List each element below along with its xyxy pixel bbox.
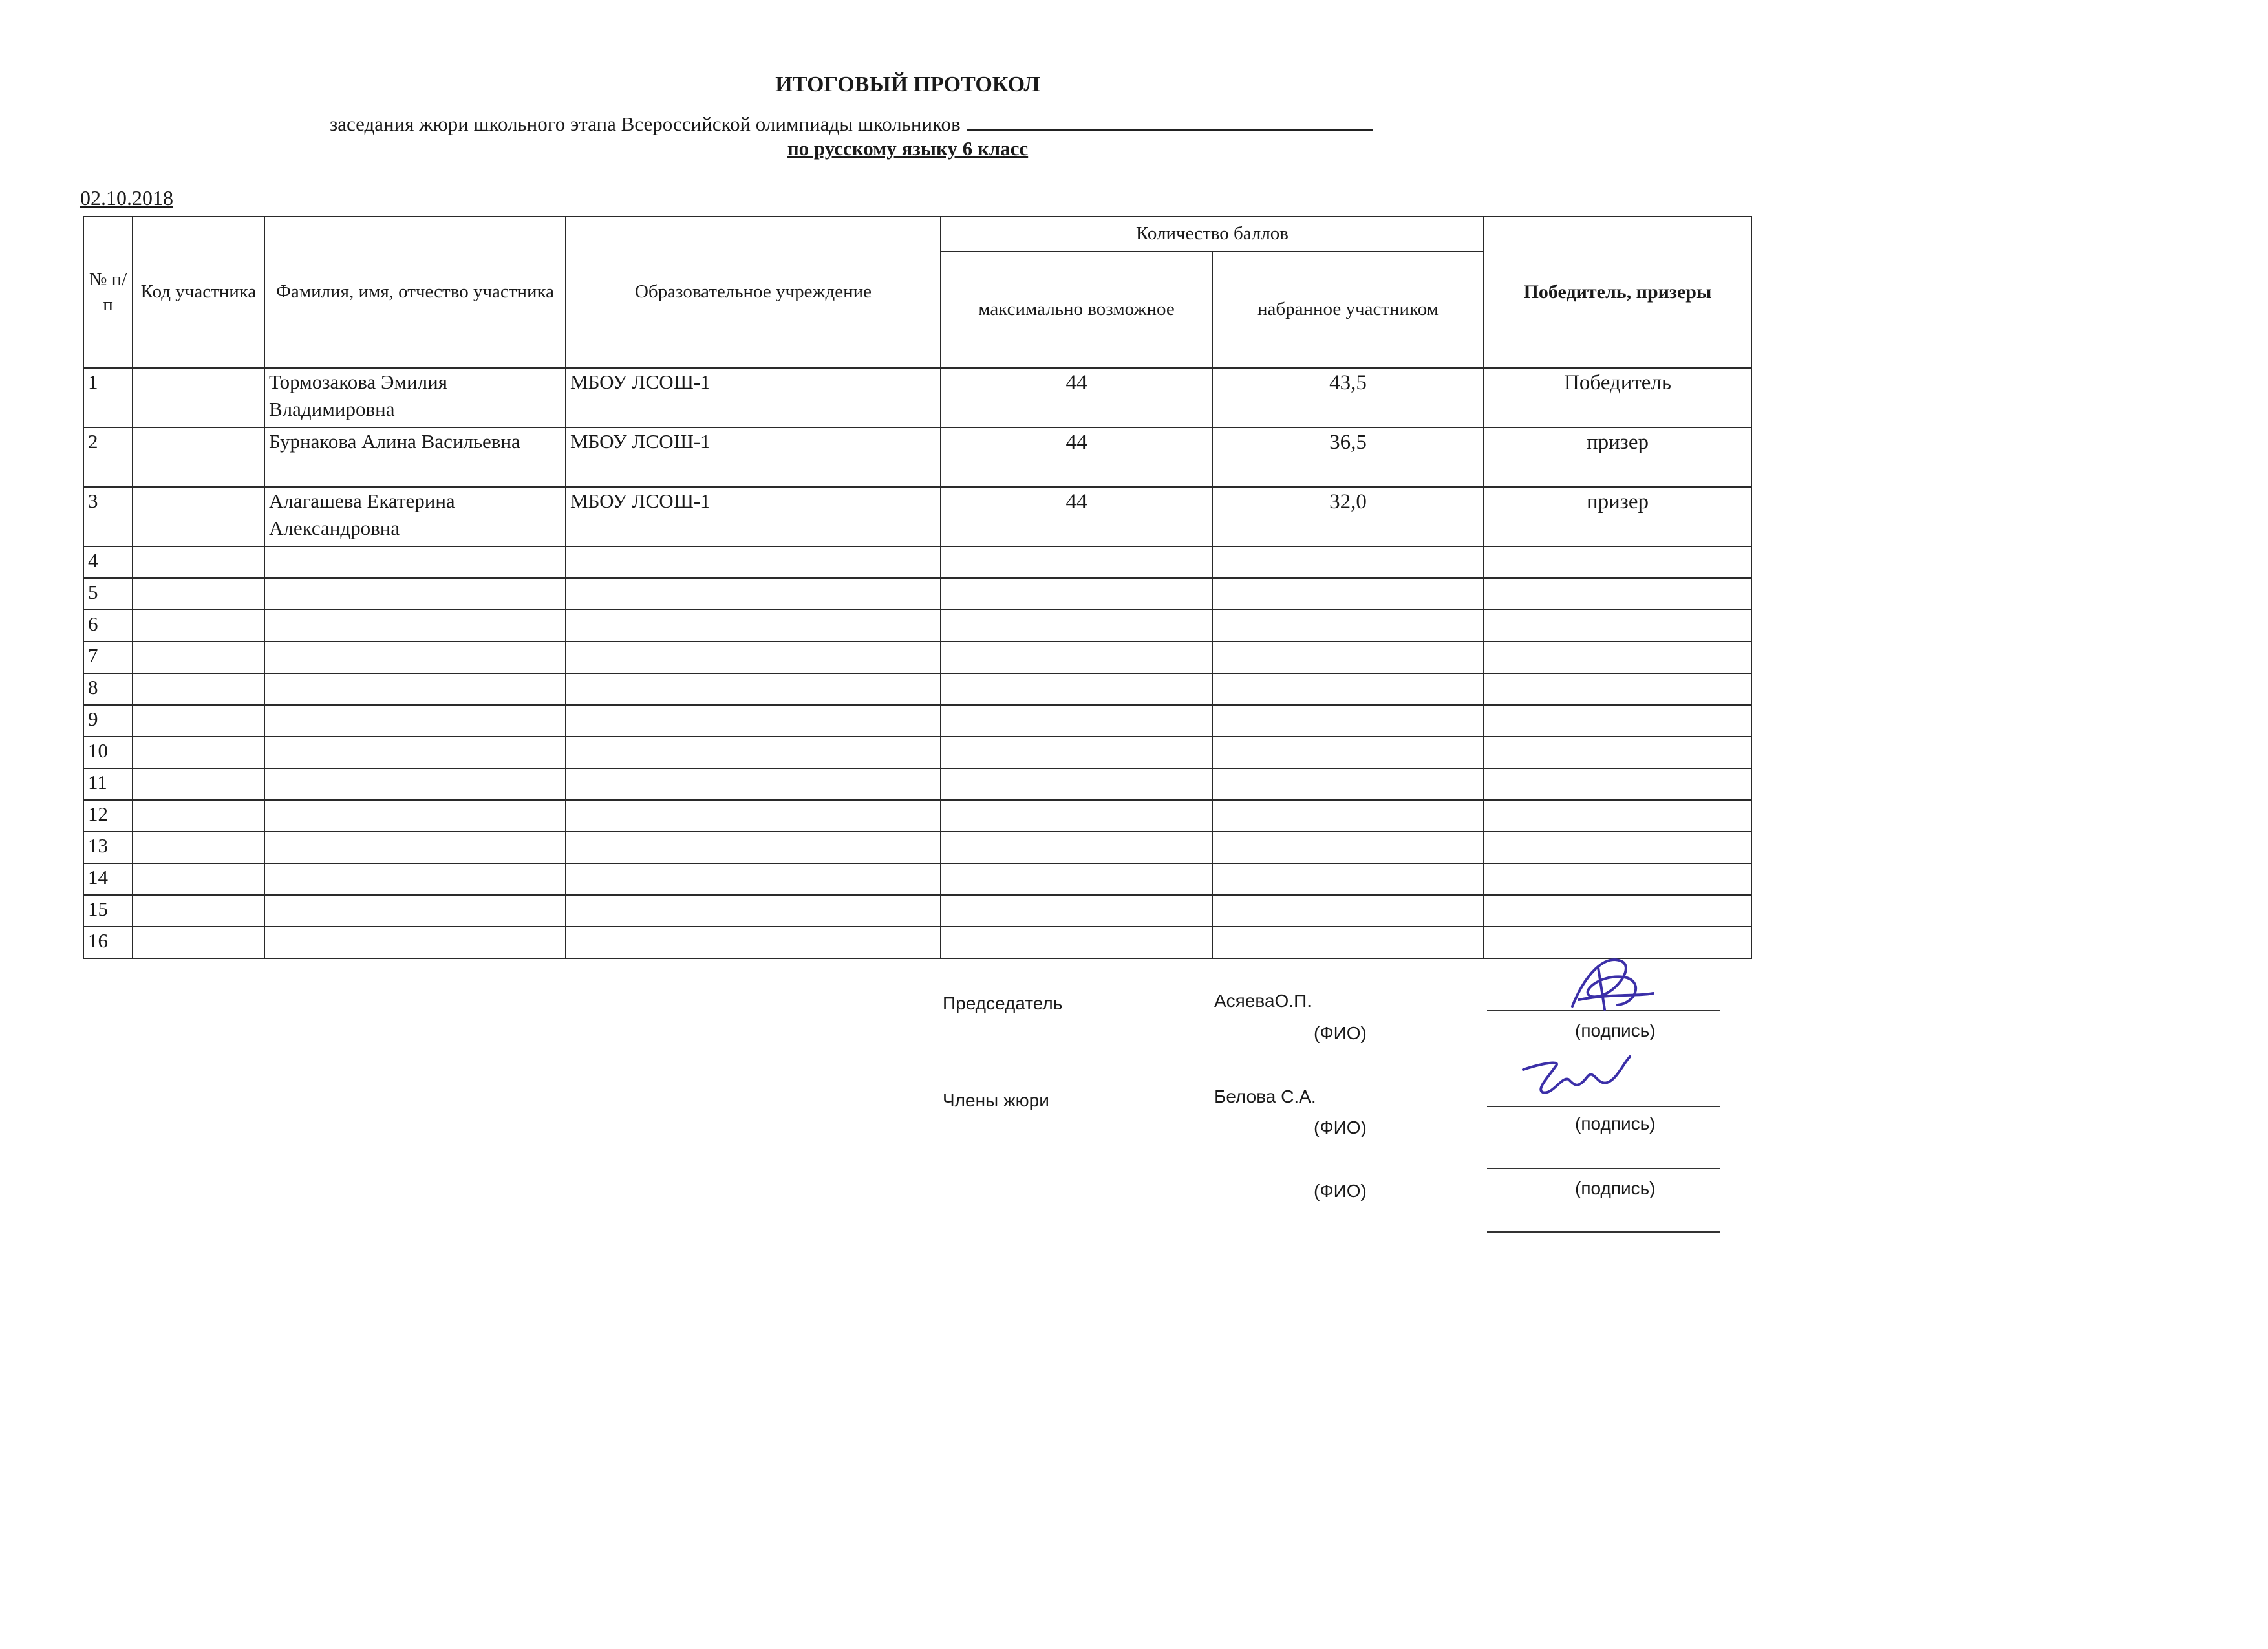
chair-signature-label: (подпись) bbox=[1575, 1020, 1656, 1040]
row-number: 2 bbox=[83, 427, 133, 487]
member2-signature-line bbox=[1487, 1231, 1720, 1233]
got-score bbox=[1212, 578, 1484, 610]
table-row bbox=[83, 641, 1751, 673]
got-score bbox=[1212, 546, 1484, 578]
participant-code bbox=[133, 546, 264, 578]
got-score bbox=[1212, 895, 1484, 927]
participant-school: МБОУ ЛСОШ-1 bbox=[566, 368, 941, 427]
document-subtitle bbox=[330, 113, 1373, 136]
got-score: 36,5 bbox=[1212, 427, 1484, 487]
table-row bbox=[83, 927, 1751, 958]
participant-name bbox=[264, 610, 566, 641]
chair-fio-label: (ФИО) bbox=[1314, 1023, 1367, 1043]
table-row bbox=[83, 427, 1751, 487]
participant-school: МБОУ ЛСОШ-1 bbox=[566, 427, 941, 487]
result: призер bbox=[1484, 487, 1751, 546]
chair-name: АсяеваО.П. bbox=[1214, 991, 1312, 1011]
max-score bbox=[941, 800, 1212, 832]
result bbox=[1484, 673, 1751, 705]
participant-school bbox=[566, 546, 941, 578]
participant-code bbox=[133, 610, 264, 641]
member2-signature-label: (подпись) bbox=[1575, 1178, 1656, 1198]
row-number: 14 bbox=[83, 863, 133, 895]
header-code: Код участника bbox=[133, 217, 264, 368]
row-number: 12 bbox=[83, 800, 133, 832]
participant-name bbox=[264, 927, 566, 958]
participant-school bbox=[566, 927, 941, 958]
participant-school bbox=[566, 737, 941, 768]
participant-name bbox=[264, 737, 566, 768]
row-number: 6 bbox=[83, 610, 133, 641]
got-score: 43,5 bbox=[1212, 368, 1484, 427]
participant-school bbox=[566, 800, 941, 832]
max-score bbox=[941, 705, 1212, 737]
max-score bbox=[941, 863, 1212, 895]
result bbox=[1484, 895, 1751, 927]
olympiad-blank-line bbox=[967, 113, 1373, 131]
member1-name: Белова С.А. bbox=[1214, 1086, 1316, 1106]
participant-code bbox=[133, 737, 264, 768]
participant-name bbox=[264, 768, 566, 800]
max-score: 44 bbox=[941, 487, 1212, 546]
max-score bbox=[941, 832, 1212, 863]
protocol-date: 02.10.2018 bbox=[80, 186, 173, 210]
participant-code bbox=[133, 427, 264, 487]
got-score bbox=[1212, 610, 1484, 641]
header-got-score: набранное участником bbox=[1212, 252, 1484, 368]
row-number: 16 bbox=[83, 927, 133, 958]
result: призер bbox=[1484, 427, 1751, 487]
member2-fio-label: (ФИО) bbox=[1314, 1181, 1367, 1201]
result bbox=[1484, 768, 1751, 800]
got-score bbox=[1212, 641, 1484, 673]
row-number: 9 bbox=[83, 705, 133, 737]
result bbox=[1484, 705, 1751, 737]
participant-name: Тормозакова Эмилия Владимировна bbox=[264, 368, 566, 427]
participant-school bbox=[566, 832, 941, 863]
max-score: 44 bbox=[941, 368, 1212, 427]
document-title: ИТОГОВЫЙ ПРОТОКОЛ bbox=[775, 72, 1040, 96]
chair-signature-scribble bbox=[1559, 948, 1656, 1017]
member1-signature-line bbox=[1487, 1106, 1720, 1107]
got-score bbox=[1212, 927, 1484, 958]
got-score bbox=[1212, 673, 1484, 705]
participant-code bbox=[133, 800, 264, 832]
table-row bbox=[83, 705, 1751, 737]
participant-name bbox=[264, 832, 566, 863]
participant-name bbox=[264, 641, 566, 673]
result bbox=[1484, 578, 1751, 610]
max-score bbox=[941, 895, 1212, 927]
row-number: 4 bbox=[83, 546, 133, 578]
table-row bbox=[83, 737, 1751, 768]
result: Победитель bbox=[1484, 368, 1751, 427]
got-score: 32,0 bbox=[1212, 487, 1484, 546]
max-score bbox=[941, 610, 1212, 641]
header-scores: Количество баллов bbox=[941, 217, 1484, 252]
header-school: Образовательное учреждение bbox=[566, 217, 941, 368]
got-score bbox=[1212, 737, 1484, 768]
max-score: 44 bbox=[941, 427, 1212, 487]
subject-line: по русскому языку 6 класс bbox=[787, 137, 1029, 160]
table-row bbox=[83, 546, 1751, 578]
row-number: 13 bbox=[83, 832, 133, 863]
participant-code bbox=[133, 768, 264, 800]
member2-signature-line-upper bbox=[1487, 1168, 1720, 1169]
participant-name bbox=[264, 705, 566, 737]
participant-code bbox=[133, 895, 264, 927]
participant-school bbox=[566, 863, 941, 895]
header-max-score: максимально возможное bbox=[941, 252, 1212, 368]
participant-name bbox=[264, 800, 566, 832]
participant-code bbox=[133, 832, 264, 863]
result bbox=[1484, 832, 1751, 863]
got-score bbox=[1212, 705, 1484, 737]
participant-name bbox=[264, 546, 566, 578]
result bbox=[1484, 863, 1751, 895]
participant-name: Алагашева Екатерина Александровна bbox=[264, 487, 566, 546]
got-score bbox=[1212, 800, 1484, 832]
results-table bbox=[83, 216, 1752, 959]
row-number: 15 bbox=[83, 895, 133, 927]
row-number: 8 bbox=[83, 673, 133, 705]
row-number: 7 bbox=[83, 641, 133, 673]
row-number: 3 bbox=[83, 487, 133, 546]
member1-signature-label: (подпись) bbox=[1575, 1114, 1656, 1134]
table-row bbox=[83, 673, 1751, 705]
table-row bbox=[83, 863, 1751, 895]
participant-code bbox=[133, 368, 264, 427]
result bbox=[1484, 610, 1751, 641]
max-score bbox=[941, 578, 1212, 610]
participant-code bbox=[133, 927, 264, 958]
participant-school bbox=[566, 610, 941, 641]
participant-school: МБОУ ЛСОШ-1 bbox=[566, 487, 941, 546]
table-row bbox=[83, 800, 1751, 832]
table-row bbox=[83, 768, 1751, 800]
participant-name bbox=[264, 578, 566, 610]
member1-fio-label: (ФИО) bbox=[1314, 1117, 1367, 1137]
result bbox=[1484, 737, 1751, 768]
participant-code bbox=[133, 673, 264, 705]
table-row bbox=[83, 368, 1751, 427]
row-number: 1 bbox=[83, 368, 133, 427]
got-score bbox=[1212, 768, 1484, 800]
participant-code bbox=[133, 863, 264, 895]
participant-name bbox=[264, 673, 566, 705]
max-score bbox=[941, 641, 1212, 673]
table-row bbox=[83, 895, 1751, 927]
participant-school bbox=[566, 768, 941, 800]
header-name: Фамилия, имя, отчество участника bbox=[264, 217, 566, 368]
row-number: 5 bbox=[83, 578, 133, 610]
participant-school bbox=[566, 705, 941, 737]
result bbox=[1484, 641, 1751, 673]
max-score bbox=[941, 768, 1212, 800]
result bbox=[1484, 546, 1751, 578]
chair-label: Председатель bbox=[943, 993, 1063, 1013]
participant-school bbox=[566, 578, 941, 610]
participant-school bbox=[566, 641, 941, 673]
got-score bbox=[1212, 863, 1484, 895]
table-row bbox=[83, 610, 1751, 641]
header-result: Победитель, призеры bbox=[1484, 217, 1751, 368]
table-row bbox=[83, 578, 1751, 610]
subtitle-text: заседания жюри школьного этапа Всероссийской олимпиады школьников bbox=[330, 113, 961, 135]
member1-signature-scribble bbox=[1517, 1050, 1633, 1102]
participant-name: Бурнакова Алина Васильевна bbox=[264, 427, 566, 487]
participant-code bbox=[133, 705, 264, 737]
row-number: 11 bbox=[83, 768, 133, 800]
participant-name bbox=[264, 863, 566, 895]
row-number: 10 bbox=[83, 737, 133, 768]
max-score bbox=[941, 546, 1212, 578]
participant-code bbox=[133, 487, 264, 546]
participant-school bbox=[566, 895, 941, 927]
members-label: Члены жюри bbox=[943, 1090, 1049, 1110]
max-score bbox=[941, 737, 1212, 768]
got-score bbox=[1212, 832, 1484, 863]
participant-code bbox=[133, 578, 264, 610]
participant-code bbox=[133, 641, 264, 673]
table-row bbox=[83, 487, 1751, 546]
result bbox=[1484, 800, 1751, 832]
max-score bbox=[941, 673, 1212, 705]
participant-name bbox=[264, 895, 566, 927]
header-num: № п/п bbox=[83, 217, 133, 368]
max-score bbox=[941, 927, 1212, 958]
table-row bbox=[83, 832, 1751, 863]
participant-school bbox=[566, 673, 941, 705]
